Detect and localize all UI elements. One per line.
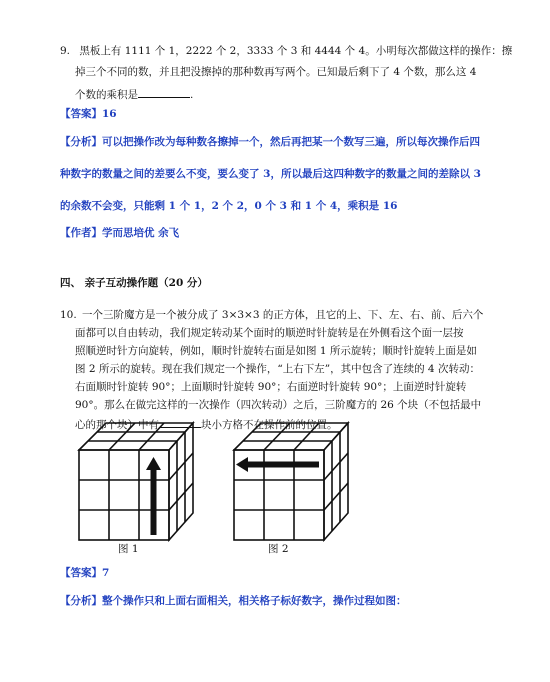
q10-answer-value: 7 — [102, 567, 110, 579]
q9-author — [60, 226, 179, 240]
q9-text-3b: . — [190, 89, 194, 101]
q9-number: 9. — [60, 45, 71, 57]
q9-analysis-line2: 种数字的数量之间的差要么不变，要么变了 3，所以最后这四种数字的数量之间的差除以 3 — [60, 168, 481, 180]
q10-analysis-text: 整个操作只和上面右面相关，相关格子标好数字，操作过程如图： — [102, 595, 407, 607]
q9-analysis-line1 — [60, 135, 480, 149]
q9-line3 — [75, 86, 193, 102]
figure-1-cube — [76, 420, 206, 545]
q9-line2: 掉三个不同的数，并且把没擦掉的那种数再写两个。已知最后剩下了 4 个数，那么这 4 — [75, 66, 477, 78]
q10-analysis-label: 【分析】 — [60, 595, 102, 607]
q9-analysis-label: 【分析】 — [60, 136, 102, 148]
q10-line6: 90°。那么在做完这样的一次操作（四次转动）之后，三阶魔方的 26 个块（不包括最中 — [75, 399, 482, 411]
q10-line1 — [60, 308, 483, 322]
q9-answer — [60, 107, 117, 121]
q10-line2: 面都可以自由转动，我们规定转动某个面时的顺逆时针旋转是在外侧看这个面一层按 — [75, 327, 464, 339]
q9-answer-value: 16 — [102, 108, 117, 120]
q9-text-3a: 个数的乘积是 — [75, 89, 138, 101]
q9-answer-label: 【答案】 — [60, 108, 102, 120]
figure-2-cube — [231, 420, 361, 545]
q9-analysis-text-1: 可以把操作改为每种数各擦掉一个，然后再把某一个数写三遍，所以每次操作后四 — [102, 136, 480, 148]
cube1-top-face — [79, 423, 193, 450]
q9-author-label: 【作者】 — [60, 227, 102, 239]
cube1-up-arrow-icon — [146, 457, 161, 535]
cube2-left-arrow-icon — [236, 457, 319, 472]
q10-analysis — [60, 594, 407, 608]
q10-line5: 右面顺时针旋转 90°；上面顺时针旋转 90°；右面逆时针旋转 90°；上面逆时针旋转 — [75, 381, 467, 393]
q9-analysis-line3: 的余数不会变，只能剩 1 个 1，2 个 2，0 个 3 和 1 个 4，乘积是 16 — [60, 200, 398, 212]
section-title: 四、 亲子互动操作题（20 分） — [60, 277, 208, 289]
q10-number: 10. — [60, 309, 77, 321]
figure-2-caption: 图 2 — [268, 543, 289, 555]
cube2-top-face — [234, 423, 348, 450]
q10-text-7a: 心的那个块）中有 — [75, 419, 159, 431]
q10-answer — [60, 566, 109, 580]
q10-line3: 照顺逆时针方向旋转，例如，顺时针旋转右面是如图 1 所示旋转；顺时针旋转上面是如 — [75, 345, 477, 357]
q9-text-1: 黑板上有 1111 个 1，2222 个 2，3333 个 3 和 4444 个 4。小明每次都做这样的操作：擦 — [79, 45, 513, 57]
q10-text-1: 一个三阶魔方是一个被分成了 3×3×3 的正方体，且它的上、下、左、右、前、后六个 — [82, 309, 484, 321]
q9-line1 — [60, 44, 512, 58]
q10-text-7b: 块小方格不在操作前的位置。 — [201, 419, 338, 431]
figure-1-caption: 图 1 — [118, 543, 139, 555]
q10-line4: 图 2 所示的旋转。现在我们规定一个操作，“上右下左”，其中包含了连续的 4 次转动： — [75, 363, 480, 375]
q10-answer-label: 【答案】 — [60, 567, 102, 579]
q9-author-value: 学而思培优 余飞 — [102, 227, 180, 239]
q9-answer-blank — [138, 86, 190, 98]
